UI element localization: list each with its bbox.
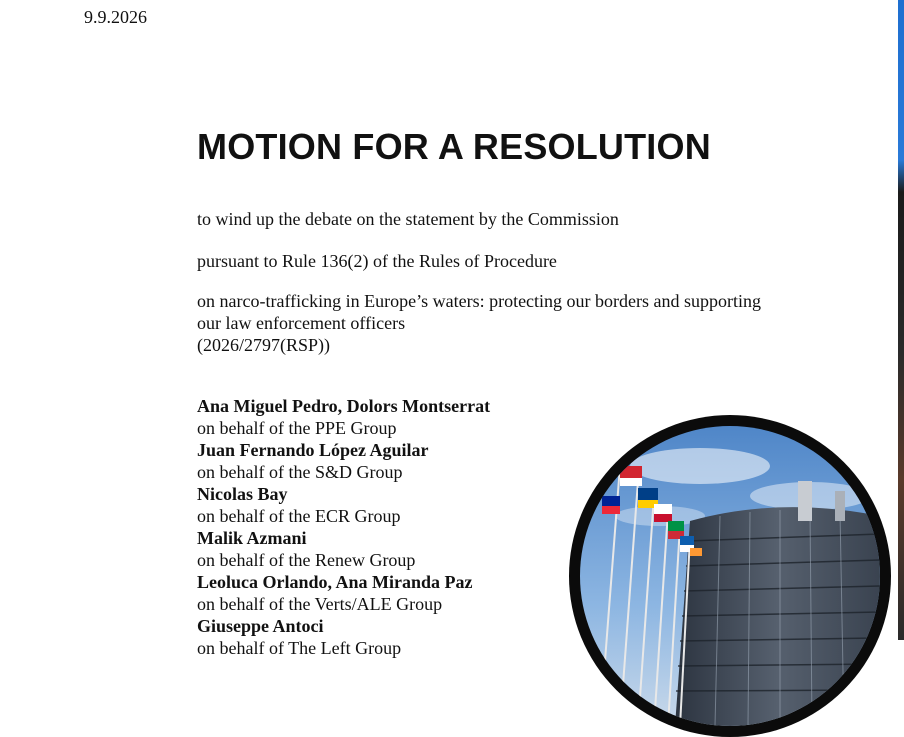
procedure-reference: (2026/2797(RSP)): [197, 335, 331, 355]
paragraph-subject: [197, 290, 817, 356]
right-edge-strip: [898, 0, 904, 640]
author-names: Nicolas Bay: [197, 484, 288, 504]
paragraph-rule: pursuant to Rule 136(2) of the Rules of Procedure: [197, 251, 557, 271]
author-group: on behalf of the ECR Group: [197, 506, 401, 526]
authors-list: [197, 395, 490, 659]
parliament-building-image: [580, 426, 880, 726]
author-group: on behalf of The Left Group: [197, 638, 402, 658]
author-group: on behalf of the Verts/ALE Group: [197, 594, 443, 614]
author-names: Giuseppe Antoci: [197, 616, 324, 636]
author-names: Juan Fernando López Aguilar: [197, 440, 429, 460]
paragraph-debate: to wind up the debate on the statement by the Commission: [197, 209, 619, 229]
document-date: 9.9.2026: [84, 7, 147, 27]
parliament-photo-badge: [569, 415, 891, 737]
author-group: on behalf of the Renew Group: [197, 550, 416, 570]
document-title: MOTION FOR A RESOLUTION: [197, 126, 711, 167]
author-group: on behalf of the PPE Group: [197, 418, 397, 438]
author-names: Leoluca Orlando, Ana Miranda Paz: [197, 572, 473, 592]
author-group: on behalf of the S&D Group: [197, 462, 403, 482]
author-names: Malik Azmani: [197, 528, 307, 548]
subject-line-2: our law enforcement officers: [197, 313, 406, 333]
author-names: Ana Miguel Pedro, Dolors Montserrat: [197, 396, 491, 416]
subject-line-1: on narco-trafficking in Europe’s waters: protecting our borders and supporting: [197, 291, 762, 311]
